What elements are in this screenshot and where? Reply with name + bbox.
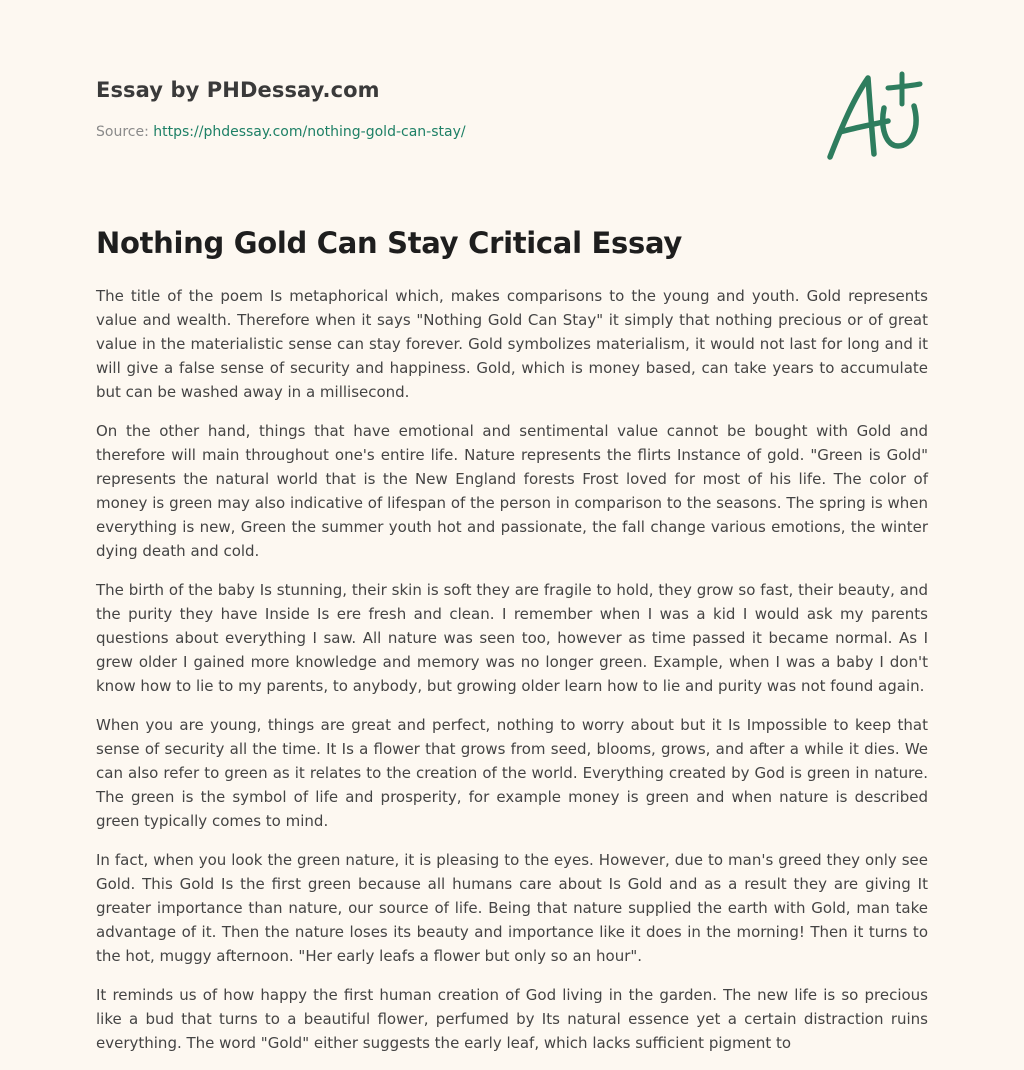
essay-title: Nothing Gold Can Stay Critical Essay bbox=[96, 226, 682, 260]
source-label: Source: bbox=[96, 124, 149, 140]
essay-paragraph: On the other hand, things that have emotional and sentimental value cannot be bought with Gold and therefore will main throughout one's entire life. Nature represents the flirts Instance of gold. "Green is Gold" represents the natural world that is the New England forests Frost loved for most of his life. The color of money is green may also indicative of lifespan of the person in comparison to the seasons. The spring is when everything is new, Green the summer youth hot and passionate, the fall change various emotions, the winter dying death and cold. bbox=[96, 422, 928, 560]
source-line bbox=[96, 124, 466, 140]
site-brand: Essay by PHDessay.com bbox=[96, 78, 380, 102]
essay-paragraph: The birth of the baby Is stunning, their skin is soft they are fragile to hold, they grow so fast, their beauty, and the purity they have Inside Is ere fresh and clean. I remember when I was a kid I would ask my parents questions about everything I saw. All nature was seen too, however as time passed it became normal. As I grew older I gained more knowledge and memory was no longer green. Example, when I was a baby I don't know how to lie to my parents, to anybody, but growing older learn how to lie and purity was not found again. bbox=[96, 581, 928, 695]
essay-paragraph: When you are young, things are great and perfect, nothing to worry about but it Is Impossible to keep that sense of security all the time. It Is a flower that grows from seed, blooms, grows, and after a while it dies. We can also refer to green as it relates to the creation of the world. Everything created by God is green in nature. The green is the symbol of life and prosperity, for example money is green and when nature is described green typically comes to mind. bbox=[96, 716, 928, 830]
essay-paragraph: It reminds us of how happy the first human creation of God living in the garden. The new life is so precious like a bud that turns to a beautiful flower, perfumed by Its natural essence yet a certain distraction ruins everything. The word "Gold" either suggests the early leaf, which lacks sufficient pigment to bbox=[96, 986, 928, 1052]
a-plus-logo-icon bbox=[822, 66, 932, 166]
source-link[interactable]: https://phdessay.com/nothing-gold-can-stay/ bbox=[153, 124, 466, 140]
essay-paragraph: In fact, when you look the green nature, it is pleasing to the eyes. However, due to man's greed they only see Gold. This Gold Is the first green because all humans care about Is Gold and as a result they are giving It greater importance than nature, our source of life. Being that nature supplied the earth with Gold, man take advantage of it. Then the nature loses its beauty and importance like it does in the morning! Then it turns to the hot, muggy afternoon. "Her early leafs a flower but only so an hour". bbox=[96, 851, 928, 965]
essay-paragraph: The title of the poem Is metaphorical which, makes comparisons to the young and youth. Gold represents value and wealth. Therefore when it says "Nothing Gold Can Stay" it simply that nothing precious or of great value in the materialistic sense can stay forever. Gold symbolizes materialism, it would not last for long and it will give a false sense of security and happiness. Gold, which is money based, can take years to accumulate but can be washed away in a millisecond. bbox=[96, 287, 928, 401]
essay-body bbox=[96, 284, 928, 1070]
